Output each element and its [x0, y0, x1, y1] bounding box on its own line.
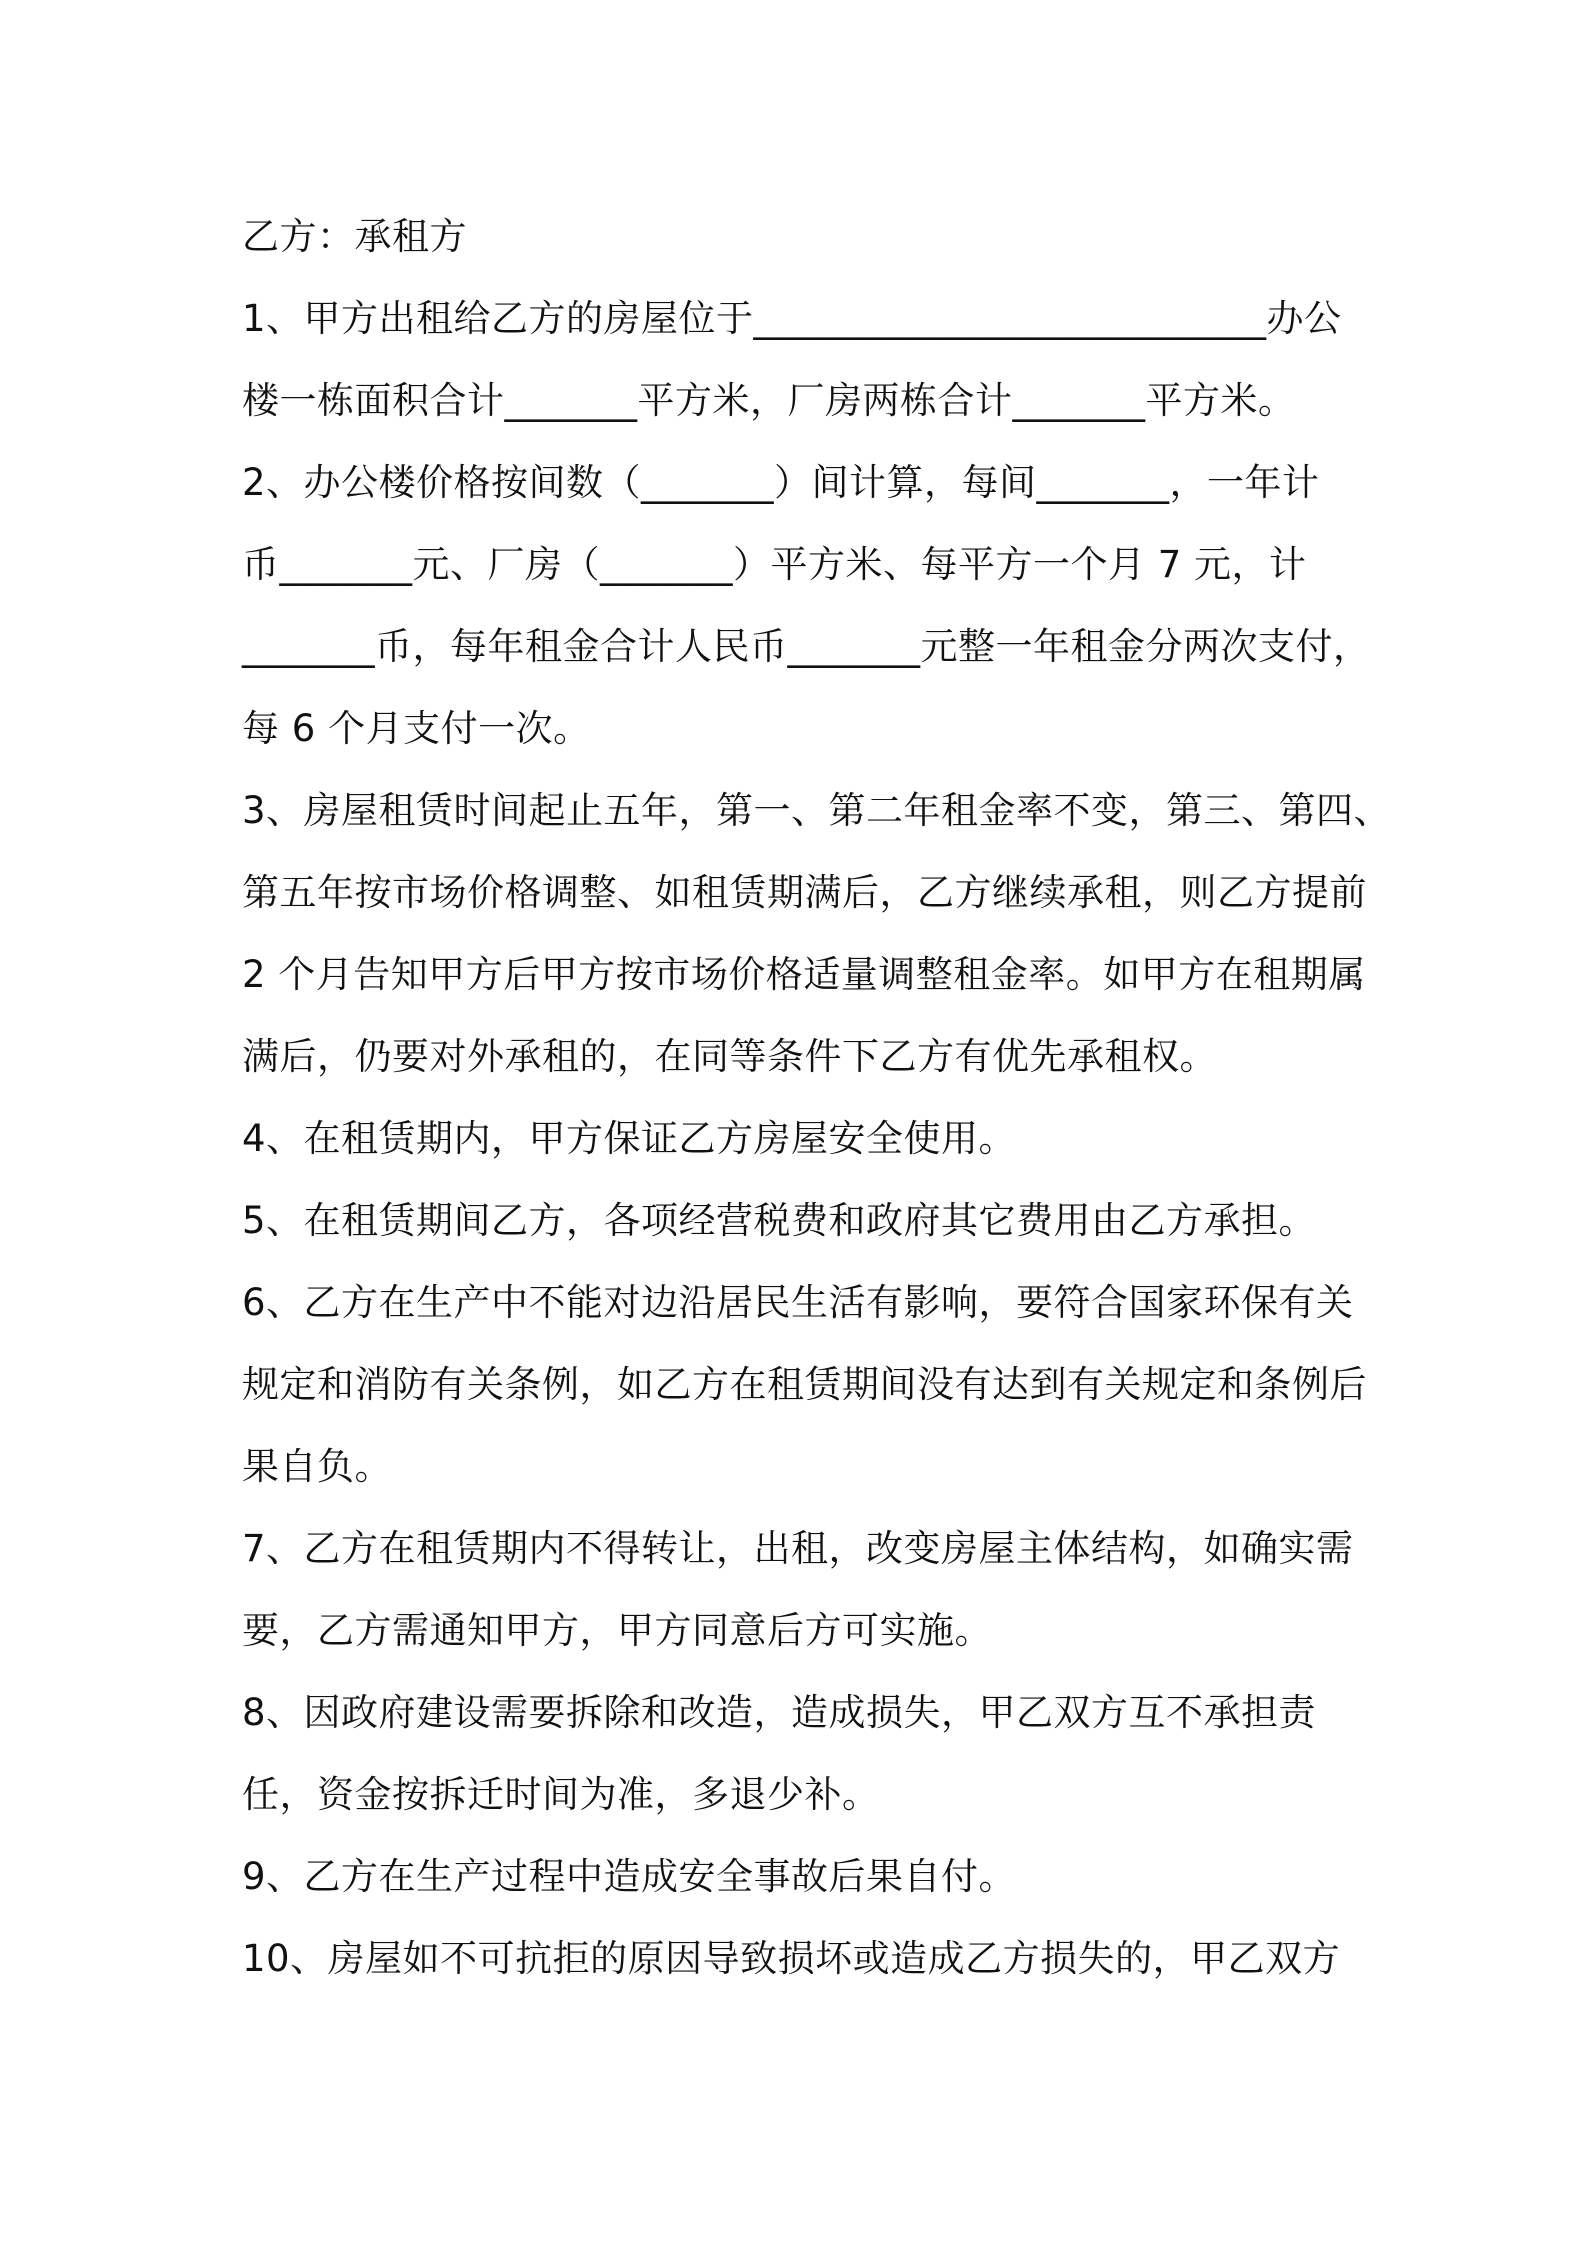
clause-1-line-2: 楼一栋面积合计_______平方米，厂房两栋合计_______平方米。 — [242, 379, 1296, 422]
clause-3-line-4: 满后，仍要对外承租的，在同等条件下乙方有优先承租权。 — [242, 1035, 1217, 1078]
clause-7-line-1: 7、乙方在租赁期内不得转让，出租，改变房屋主体结构，如确实需 — [242, 1527, 1354, 1570]
clause-2-line-3: _______币，每年租金合计人民币_______元整一年租金分两次支付， — [242, 625, 1371, 668]
clause-8-line-1: 8、因政府建设需要拆除和改造，造成损失，甲乙双方互不承担责 — [242, 1691, 1317, 1734]
clause-3-line-1: 3、房屋租赁时间起止五年，第一、第二年租金率不变，第三、第四、 — [242, 789, 1392, 832]
clause-4-line-1: 4、在租赁期内，甲方保证乙方房屋安全使用。 — [242, 1117, 1017, 1160]
clause-5-line-1: 5、在租赁期间乙方，各项经营税费和政府其它费用由乙方承担。 — [242, 1199, 1317, 1242]
clause-6-line-3: 果自负。 — [242, 1445, 392, 1488]
clause-8-line-2: 任，资金按拆迁时间为准，多退少补。 — [242, 1773, 880, 1816]
clause-2-line-4: 每 6 个月支付一次。 — [242, 707, 591, 750]
clause-2-line-2: 币_______元、厂房（_______）平方米、每平方一个月 7 元，计 — [242, 543, 1307, 586]
clause-9-line-1: 9、乙方在生产过程中造成安全事故后果自付。 — [242, 1855, 1017, 1898]
party-b-line: 乙方：承租方 — [242, 215, 467, 258]
clause-7-line-2: 要，乙方需通知甲方，甲方同意后方可实施。 — [242, 1609, 992, 1652]
document-body — [242, 196, 1392, 2000]
clause-2-line-1: 2、办公楼价格按间数（_______）间计算，每间_______，一年计 — [242, 461, 1320, 504]
clause-6-line-2: 规定和消防有关条例，如乙方在租赁期间没有达到有关规定和条例后 — [242, 1363, 1367, 1406]
clause-3-line-2: 第五年按市场价格调整、如租赁期满后，乙方继续承租，则乙方提前 — [242, 871, 1367, 914]
clause-10-line-1: 10、房屋如不可抗拒的原因导致损坏或造成乙方损失的，甲乙双方 — [242, 1937, 1341, 1980]
clause-6-line-1: 6、乙方在生产中不能对边沿居民生活有影响，要符合国家环保有关 — [242, 1281, 1354, 1324]
clause-1-line-1: 1、甲方出租给乙方的房屋位于___________________________办公 — [242, 297, 1342, 340]
clause-3-line-3: 2 个月告知甲方后甲方按市场价格适量调整租金率。如甲方在租期属 — [242, 953, 1366, 996]
